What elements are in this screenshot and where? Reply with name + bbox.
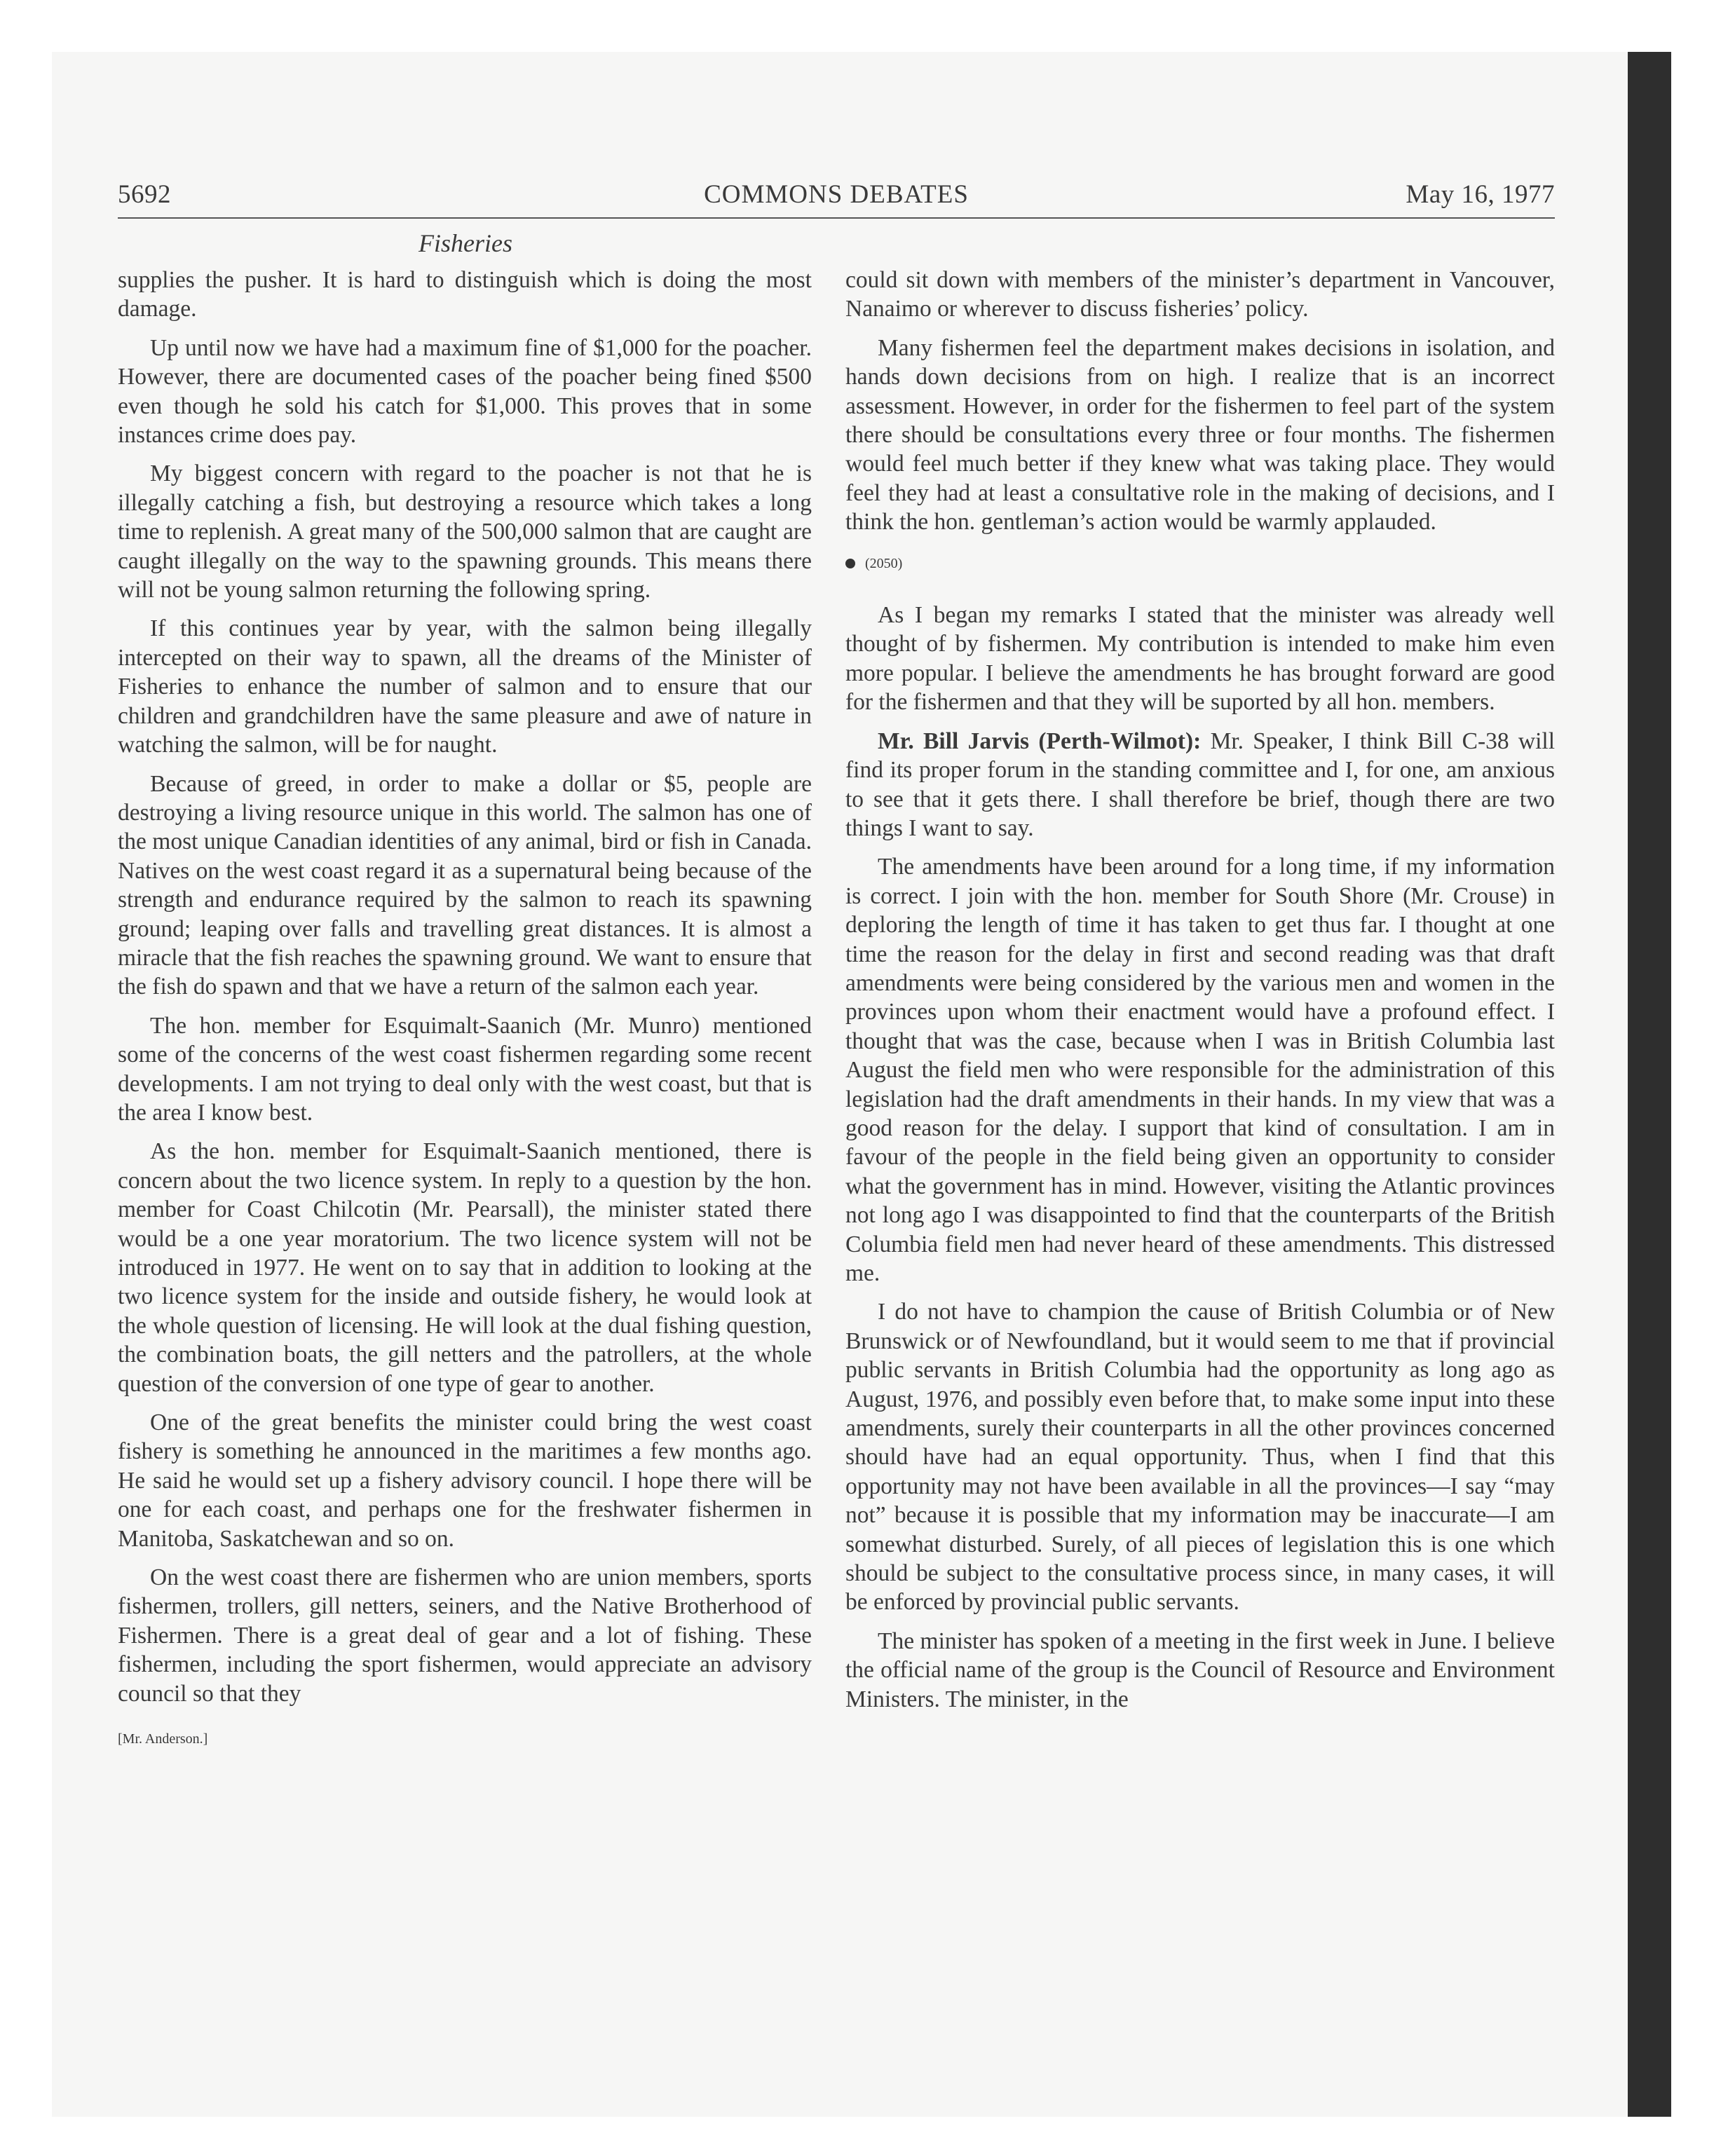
paragraph: One of the great benefits the minister could bring the west coast fishery is something he announced in the maritimes a few months ago. He said he would set up a fishery advisory council. I hope there will be one for each coast, and perhaps one for the freshwater fishermen in Manitoba, Saskatchewan and so on. <box>118 1410 812 1552</box>
page-date: May 16, 1977 <box>1406 180 1555 209</box>
bullet-icon <box>845 559 855 568</box>
speaker-attribution: [Mr. Anderson.] <box>118 1731 208 1747</box>
section-title: Fisheries <box>419 229 512 257</box>
speaker-text: Mr. Speaker, I think Bill C-38 will find its proper forum in the standing committee and I, for one, am anxious to see that it gets there. I shall therefore be brief, though there are two things I want to say. <box>845 728 1556 841</box>
speaker-paragraph <box>845 727 1555 843</box>
timecode-marker <box>845 550 1555 578</box>
paragraph: could sit down with members of the minister’s department in Vancouver, Nanaimo or wherever to discuss fisheries’ policy. <box>845 267 1555 322</box>
paragraph: Up until now we have had a maximum fine of $1,000 for the poacher. However, there are documented cases of the poacher being fined $500 even though he sold his catch for $1,000. This proves that in some instances crime does pay. <box>118 334 812 449</box>
paragraph: I do not have to champion the cause of British Columbia or of New Brunswick or of Newfoundland, but it would seem to me that if provincial public servants in British Columbia had the opportunity as long ago as August, 1976, and possibly even before that, to make some input into these amendments, surely their counterparts in all the other provinces concerned should have had an equal opportunity. Thus, when I find that this opportunity may not have been available in all the provinces—I say “may not” because it is possible that my information may be inaccurate—I am somewhat disturbed. Surely, of all pieces of legislation this is one which should be subject to the consultative process since, in many cases, it will be enforced by provincial public servants. <box>845 1299 1555 1616</box>
publication-title: COMMONS DEBATES <box>704 180 969 209</box>
paragraph: The minister has spoken of a meeting in the first week in June. I believe the official name of the group is the Council of Resource and Environment Ministers. The minister, in the <box>845 1628 1555 1712</box>
page-number: 5692 <box>118 180 171 209</box>
paragraph: My biggest concern with regard to the poacher is not that he is illegally catching a fish, but destroying a resource which takes a long time to replenish. A great many of the 500,000 salmon that are caught are caught illegally on the way to the spawning grounds. This means there will not be young salmon returning the following spring. <box>118 460 812 603</box>
scan-edge-bar <box>1628 52 1671 2117</box>
paragraph: If this continues year by year, with the salmon being illegally intercepted on their way to spawn, all the dreams of the Minister of Fisheries to enhance the number of salmon and to ensure that our children and grandchildren have the same pleasure and awe of nature in watching the salmon, will be for naught. <box>118 615 812 758</box>
paragraph: On the west coast there are fishermen who are union members, sports fishermen, trollers, gill netters, seiners, and the Native Brotherhood of Fishermen. There is a great deal of gear and a lot of fishing. These fishermen, including the sport fishermen, would appreciate an advisory council so that they <box>118 1564 812 1707</box>
left-column <box>118 266 812 1754</box>
speaker-name: Mr. Bill Jarvis (Perth-Wilmot): <box>878 728 1202 754</box>
paragraph: The amendments have been around for a long time, if my information is correct. I join with the hon. member for South Shore (Mr. Crouse) in deploring the length of time it has taken to get thus far. I thought at one time the reason for the delay in first and second reading was that draft amendments were being considered by the various men and women in the provinces upon whom their enactment would have a profound effect. I thought that was the case, because when I was in British Columbia last August the field men who were responsible for the administration of this legislation had the draft amendments in their hands. In my view that was a good reason for the delay. I support that kind of consultation. I am in favour of the people in the field being given an opportunity to consider what the government has in mind. However, visiting the Atlantic provinces not long ago I was disappointed to find that the counterparts of the British Columbia field men had never heard of these amendments. This distressed me. <box>845 854 1555 1286</box>
right-column <box>845 266 1555 1724</box>
paragraph: Many fishermen feel the department makes decisions in isolation, and hands down decisions from on high. I realize that is an incorrect assessment. However, in order for the fishermen to feel part of the system there should be consultations every three or four months. The fishermen would feel much better if they knew what was taking place. They would feel they had at least a consultative role in the making of decisions, and I think the hon. gentleman’s action would be warmly applauded. <box>845 334 1555 535</box>
timecode: (2050) <box>865 555 903 571</box>
paragraph: supplies the pusher. It is hard to distinguish which is doing the most damage. <box>118 267 812 322</box>
paragraph: As I began my remarks I stated that the minister was already well thought of by fishermen. My contribution is intended to make him even more popular. I believe the amendments he has brought forward are good for the fishermen and that they will be suported by all hon. members. <box>845 602 1555 716</box>
paragraph: As the hon. member for Esquimalt-Saanich mentioned, there is concern about the two licence system. In reply to a question by the hon. member for Coast Chilcotin (Mr. Pearsall), the minister stated there would be a one year moratorium. The two licence system will not be introduced in 1977. He went on to say that in addition to looking at the two licence system for the inside and outside fishery, he would look at the whole question of licensing. He will look at the dual fishing question, the combination boats, the gill netters and the patrollers, at the whole question of the conversion of one type of gear to another. <box>118 1138 812 1397</box>
page-header <box>118 175 1555 219</box>
paragraph: The hon. member for Esquimalt-Saanich (Mr. Munro) mentioned some of the concerns of the west coast fishermen regarding some recent developments. I am not trying to deal only with the west coast, but that is the area I know best. <box>118 1012 812 1126</box>
paragraph: Because of greed, in order to make a dollar or $5, people are destroying a living resource unique in this world. The salmon has one of the most unique Canadian identities of any animal, bird or fish in Canada. Natives on the west coast regard it as a supernatural being because of the strength and endurance required by the salmon to reach its spawning ground; leaping over falls and travelling great distances. It is almost a miracle that the fish reaches the spawning ground. We want to ensure that the fish do spawn and that we have a return of the salmon each year. <box>118 770 812 1000</box>
